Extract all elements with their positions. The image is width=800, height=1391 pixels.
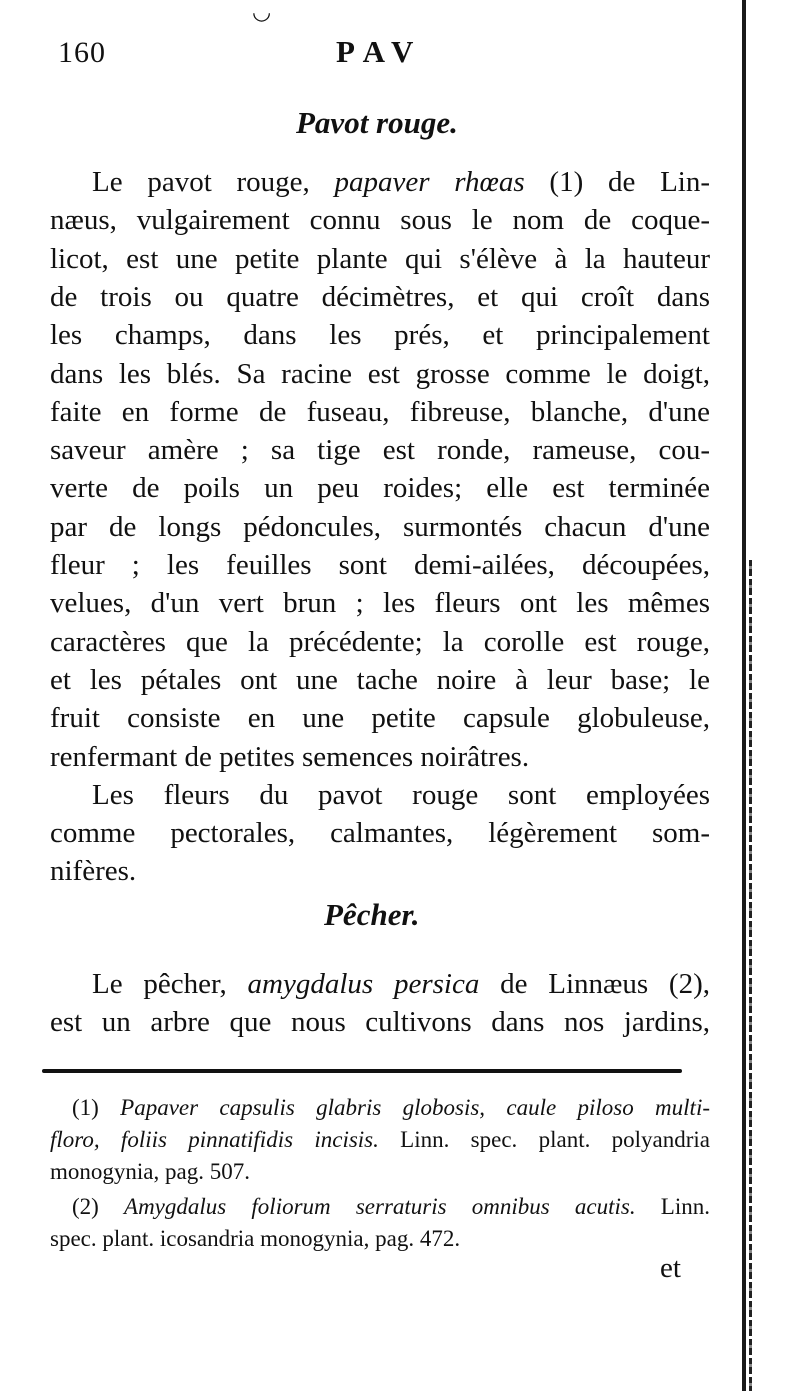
text-run: comme pectorales, calmantes, légèrement som-	[50, 817, 710, 850]
text-run: næus, vulgairement connu sous le nom de coque-	[50, 204, 710, 237]
text-line	[50, 242, 710, 276]
text-run: (2)	[72, 1194, 125, 1219]
text-run: faite en forme de fuseau, fibreuse, blanche, d'une	[50, 395, 710, 428]
text-line	[50, 1005, 710, 1039]
text-line	[50, 203, 710, 237]
text-run: caractères que la précédente; la corolle est rouge,	[50, 625, 710, 658]
text-run: Les fleurs du pavot rouge sont employées	[92, 778, 710, 811]
text-run: (1) de Lin-	[524, 166, 710, 198]
text-run: (1)	[72, 1095, 121, 1120]
text-run: monogynia, pag. 507.	[50, 1159, 250, 1184]
text-run: dans les blés. Sa racine est grosse comme le doigt,	[50, 357, 710, 390]
text-run: est un arbre que nous cultivons dans nos jardins,	[50, 1006, 710, 1038]
text-run: de Linnæus (2),	[479, 968, 711, 1000]
text-run: Papaver capsulis glabris globosis, caule piloso multi-	[120, 1095, 710, 1120]
text-run: par de longs pédoncules, surmontés chacun d'une	[50, 510, 710, 543]
text-run: spec. plant. icosandria monogynia, pag. 472.	[50, 1226, 461, 1251]
footnote-line	[50, 1158, 710, 1186]
text-line	[50, 740, 710, 774]
text-run: renfermant de petites semences noirâtres.	[50, 740, 530, 773]
text-run: et les pétales ont une tache noire à leur base; le	[50, 663, 710, 696]
text-line	[92, 165, 710, 199]
text-line	[50, 663, 710, 697]
text-run: Le pêcher,	[92, 968, 248, 1000]
text-line	[50, 816, 710, 850]
text-line	[50, 625, 710, 659]
footnote-line	[72, 1193, 710, 1221]
section-heading-pecher: Pêcher.	[324, 897, 420, 932]
text-line	[50, 701, 710, 735]
text-line	[50, 433, 710, 467]
text-line	[50, 395, 710, 429]
text-line	[50, 471, 710, 505]
text-run: floro, foliis pinnatifidis incisis.	[50, 1127, 379, 1152]
text-run: de trois ou quatre décimètres, et qui croît dans	[50, 280, 710, 313]
text-line	[50, 280, 710, 314]
binding-edge-shadow	[749, 560, 752, 1391]
text-run: Linn.	[635, 1194, 710, 1219]
footnote-line	[50, 1225, 710, 1253]
text-line	[92, 778, 710, 812]
text-run: papaver rhœas	[334, 166, 525, 198]
binding-edge	[742, 0, 746, 1391]
text-line	[50, 854, 710, 888]
top-mark: ◡	[252, 0, 272, 25]
text-run: Le pavot rouge,	[92, 166, 335, 198]
text-run: fruit consiste en une petite capsule globuleuse,	[50, 702, 710, 735]
text-run: Amygdalus foliorum serraturis omnibus acutis.	[124, 1194, 636, 1219]
text-line	[50, 318, 710, 352]
text-run: nifères.	[50, 855, 137, 888]
text-run: verte de poils un peu roides; elle est terminée	[50, 472, 710, 505]
text-line	[50, 586, 710, 620]
page-number: 160	[58, 36, 106, 69]
text-run: velues, d'un vert brun ; les fleurs ont les mêmes	[50, 587, 710, 620]
text-run: saveur amère ; sa tige est ronde, rameuse, cou-	[50, 434, 710, 467]
catchword: et	[660, 1252, 681, 1284]
footnote-line	[72, 1094, 710, 1122]
text-line	[50, 510, 710, 544]
section-heading-pavot-rouge: Pavot rouge.	[296, 105, 458, 140]
text-line	[50, 548, 710, 582]
text-run: les champs, dans les prés, et principalement	[50, 319, 710, 352]
footnote-line	[50, 1126, 710, 1154]
footnote-rule	[42, 1069, 682, 1073]
text-line	[50, 357, 710, 391]
text-run: Linn. spec. plant. polyandria	[378, 1127, 710, 1152]
text-line	[92, 967, 710, 1001]
running-head: PAV	[336, 34, 424, 69]
text-run: fleur ; les feuilles sont demi-ailées, découpées,	[50, 549, 710, 581]
text-run: licot, est une petite plante qui s'élève à la hauteur	[50, 242, 710, 275]
text-run: amygdalus persica	[247, 968, 480, 1000]
